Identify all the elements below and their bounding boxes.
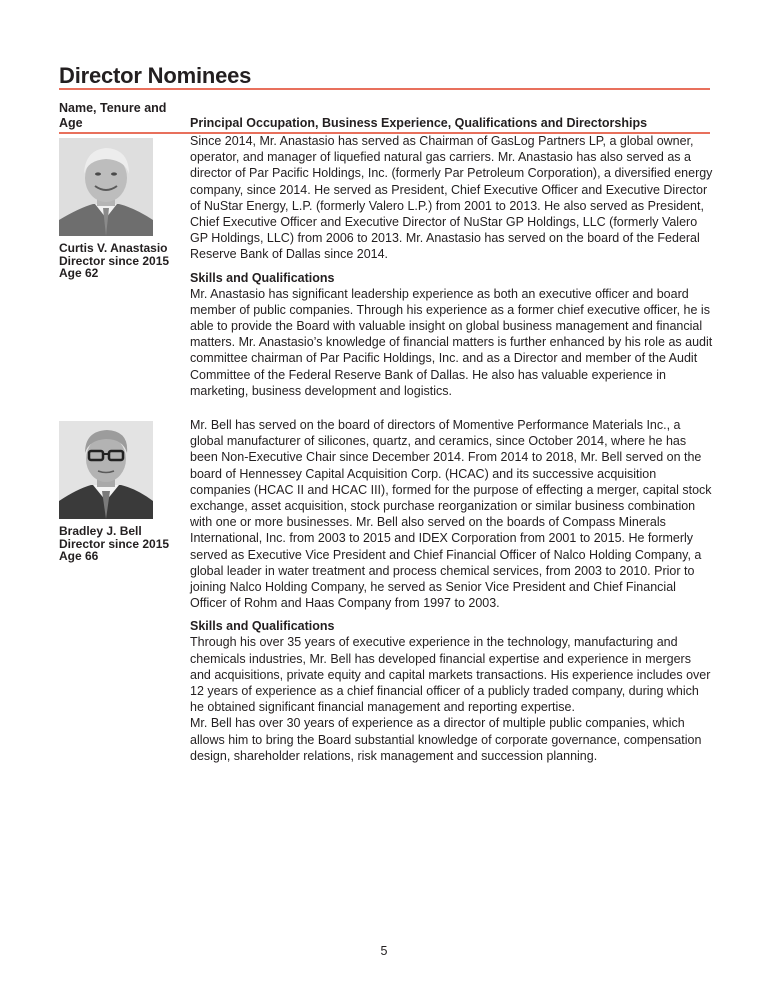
nominee-age: Age 62 [59,266,99,280]
portrait-bell-icon [59,421,153,519]
nominee-name: Bradley J. Bell [59,524,142,538]
nominee-bio [190,417,715,764]
nominee-tenure: Director since 2015 [59,536,170,551]
director-portrait-icon [59,138,153,236]
nominee-bio [190,133,715,399]
title-divider [59,88,710,90]
skills-text: Mr. Anastasio has significant leadership experience as both an executive officer and board member of public companies. Through his experience as a former chief executive officer, he is able to provide the Board with valuable insight on global business management and financial matters. Mr. Anastasio’s knowledge of financial matters is further enhanced by his role as audit committee chairman of Par Pacific Holdings, Inc. and as a Director and member of the Audit Committee of the Federal Reserve Bank of Dallas. He also has valuable experience in marketing, business development and logistics. [190,286,713,398]
nominee-name: Curtis V. Anastasio [59,241,168,255]
skills-text-continued: Mr. Bell has over 30 years of experience as a director of multiple public companies, which allows him to bring the Board substantial knowledge of corporate governance, compensation design, shareholder relations, risk management and succession planning. [190,716,702,763]
column-header-left-line2: Age [59,116,83,130]
nominee-name-block [59,525,184,563]
nominee-occupation-text: Since 2014, Mr. Anastasio has served as Chairman of GasLog Partners LP, a global owner, operator, and manager of liquefied natural gas carriers. Mr. Anastasio has also served as a director of Par Pacific Holdings, Inc. (formerly Par Petroleum Corporation), a diversified energy company, since 2014. He served as President, Chief Executive Officer and Executive Director of NuStar Energy, L.P. (formerly Valero L.P.) from 2001 to 2013. He also served as President, Chief Executive Officer and Executive Director of NuStar GP Holdings, LLC (formerly Valero GP Holdings, LLC) from 2006 to 2013. Mr. Anastasio has served on the board of the Federal Reserve Bank of Dallas since 2014. [190,134,713,262]
skills-heading: Skills and Qualifications [190,270,335,285]
nominee-occupation-text: Mr. Bell has served on the board of directors of Momentive Performance Materials Inc., a global manufacturer of silicones, quartz, and ceramics, since October 2014, where he has been Non-Executive Chair since December 2014. From 2014 to 2018, Mr. Bell served on the board of Hennessey Capital Acquisition Corp. (HCAC) and its successive acquisition companies (HCAC II and HCAC III), formed for the purpose of effecting a merger, capital stock exchange, asset acquisition, stock purchase reorganization or similar business combination with one or more businesses. Mr. Bell also served on the boards of Compass Minerals International, Inc. from 2003 to 2015 and IDEX Corporation from 2001 to 2015. He formerly served as Executive Vice President and Chief Financial Officer of Nalco Holding Company, a global leader in water treatment and process chemical services, from 2003 to 2010. Prior to joining Nalco Holding Company, he served as Senior Vice President and Chief Financial Officer of Rohm and Haas Company from 1997 to 2003. [190,418,712,611]
nominee-name-block [59,242,184,280]
skills-text: Through his over 35 years of executive experience in the technology, manufacturing and chemicals industries, Mr. Bell has developed financial expertise and experience in mergers and acquisitions, private equity and capital markets transactions. His experience includes over 12 years of experience as a chief financial officer of a publicly traded company, during which he obtained significant financial management and reporting expertise. [190,635,711,715]
column-header-occupation: Principal Occupation, Business Experience, Qualifications and Directorships [190,116,648,130]
page-title: Director Nominees [59,63,252,88]
nominee-tenure: Director since 2015 [59,253,170,268]
column-header-left-line1: Name, Tenure and [59,101,167,115]
director-portrait-icon [59,421,153,519]
page-number: 5 [380,944,388,958]
skills-heading: Skills and Qualifications [190,619,335,634]
column-header-name-tenure-age [59,101,184,131]
portrait-anastasio-icon [59,138,153,236]
nominee-age: Age 66 [59,549,99,563]
